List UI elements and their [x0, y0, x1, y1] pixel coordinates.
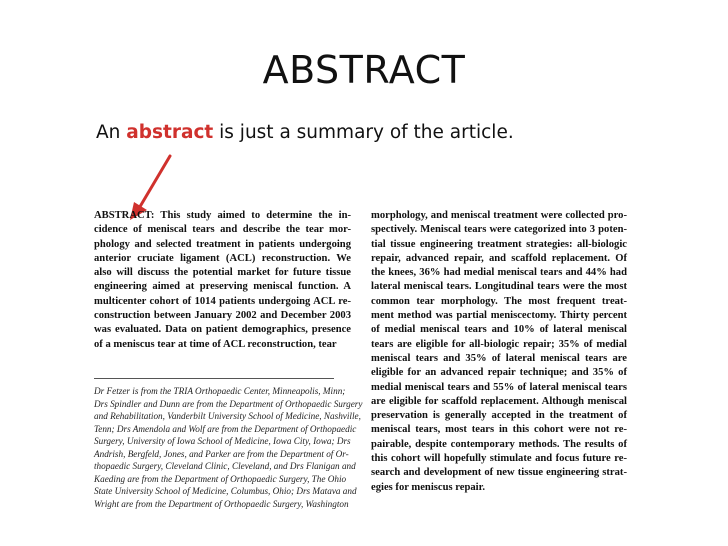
abstract-text-line: tial tissue engineering treatment strategies: all-biologic: [371, 238, 627, 250]
abstract-text-line: search and development of new tissue engineering strat-: [371, 467, 627, 479]
abstract-text-line: meniscal tears, most tears in this cohort were not re-: [371, 424, 627, 436]
abstract-text-line: also will discuss the potential market for future tissue: [94, 267, 351, 279]
intro-prefix: An: [96, 122, 127, 143]
abstract-text-line: construction between January 2002 and December 2003: [94, 310, 351, 322]
abstract-text-line: multicenter cohort of 1014 patients undergoing ACL re-: [94, 295, 351, 307]
intro-suffix: is just a summary of the article.: [213, 122, 514, 143]
footnote-line: thopaedic Surgery, Cleveland Clinic, Cleveland, and Drs Flanigan and: [94, 461, 356, 471]
footnote-line: Kaeding are from the Department of Orthopaedic Surgery, The Ohio: [94, 473, 347, 484]
abstract-text-line: egies for meniscus repair.: [371, 481, 485, 493]
abstract-text-line: ABSTRACT: This study aimed to determine the in-: [94, 210, 351, 221]
paper-right-column: [371, 209, 627, 495]
paper-footnote: [94, 385, 363, 510]
abstract-text-line: of a meniscus tear at time of ACL reconstruction, tear: [94, 338, 337, 350]
abstract-text-line: anterior cruciate ligament (ACL) reconstruction. We: [94, 252, 351, 264]
abstract-text-line: cidence of meniscal tears and describe the tear mor-: [94, 224, 351, 236]
abstract-text-line: common tear morphology. The most frequent treat-: [371, 295, 627, 307]
abstract-text-line: engineering aimed at preserving meniscal function. A: [94, 281, 351, 293]
slide-title: ABSTRACT: [262, 48, 466, 92]
intro-sentence: [96, 122, 514, 143]
footnote-line: Surgery, University of Iowa School of Medicine, Iowa City, Iowa; Drs: [94, 436, 351, 446]
footnote-line: Tenn; Drs Amendola and Wolf are from the Department of Orthopaedic: [94, 423, 357, 434]
footnote-line: Wright are from the Department of Orthopaedic Surgery, Washington: [94, 498, 349, 509]
abstract-text-line: of medial meniscal tears and 10% of lateral meniscal: [371, 324, 627, 336]
abstract-text-line: was evaluated. Data on patient demographics, presence: [94, 324, 351, 336]
abstract-text-line: morphology, and meniscal treatment were collected pro-: [371, 210, 627, 221]
abstract-text-line: tears are eligible for all-biologic repair; 35% of medial: [371, 338, 627, 350]
abstract-text-line: eligible for an advanced repair technique; and 35% of: [371, 367, 627, 379]
abstract-text-line: meniscal tears and 35% of lateral meniscal tears are: [371, 352, 627, 364]
abstract-text-line: the knees, 36% had medial meniscal tears and 44% had: [371, 267, 627, 279]
intro-highlight-word: abstract: [126, 122, 214, 143]
footnote-divider: [94, 378, 334, 379]
abstract-text-line: spectively. Meniscal tears were categorized into 3 poten-: [371, 224, 627, 236]
abstract-text-line: pairable, despite contemporary methods. The results of: [371, 438, 627, 450]
footnote-line: and Rehabilitation, Vanderbilt University School of Medicine, Nashville,: [94, 411, 361, 421]
abstract-text-line: ment method was partial meniscectomy. Thirty percent: [371, 310, 627, 322]
footnote-line: Andrish, Bergfeld, Jones, and Parker are from the Department of Or-: [94, 448, 349, 459]
abstract-text-line: phology and selected treatment in patients undergoing: [94, 238, 351, 250]
abstract-text-line: lateral meniscal tears. Longitudinal tears were the most: [371, 281, 627, 293]
footnote-line: Drs Spindler and Dunn are from the Department of Orthopaedic Surgery: [94, 398, 363, 409]
abstract-text-line: are eligible for scaffold replacement. Although meniscal: [371, 395, 627, 407]
abstract-text-line: preservation is generally accepted in the treatment of: [371, 410, 627, 422]
footnote-line: State University School of Medicine, Columbus, Ohio; Drs Matava and: [94, 486, 357, 496]
abstract-text-line: this cohort will hopefully stimulate and focus future re-: [371, 453, 627, 465]
abstract-text-line: medial meniscal tears and 55% of lateral meniscal tears: [371, 381, 627, 393]
paper-left-column: [94, 209, 351, 352]
abstract-text-line: repair, advanced repair, and scaffold replacement. Of: [371, 252, 627, 264]
footnote-line: Dr Fetzer is from the TRIA Orthopaedic Center, Minneapolis, Minn;: [94, 386, 346, 396]
